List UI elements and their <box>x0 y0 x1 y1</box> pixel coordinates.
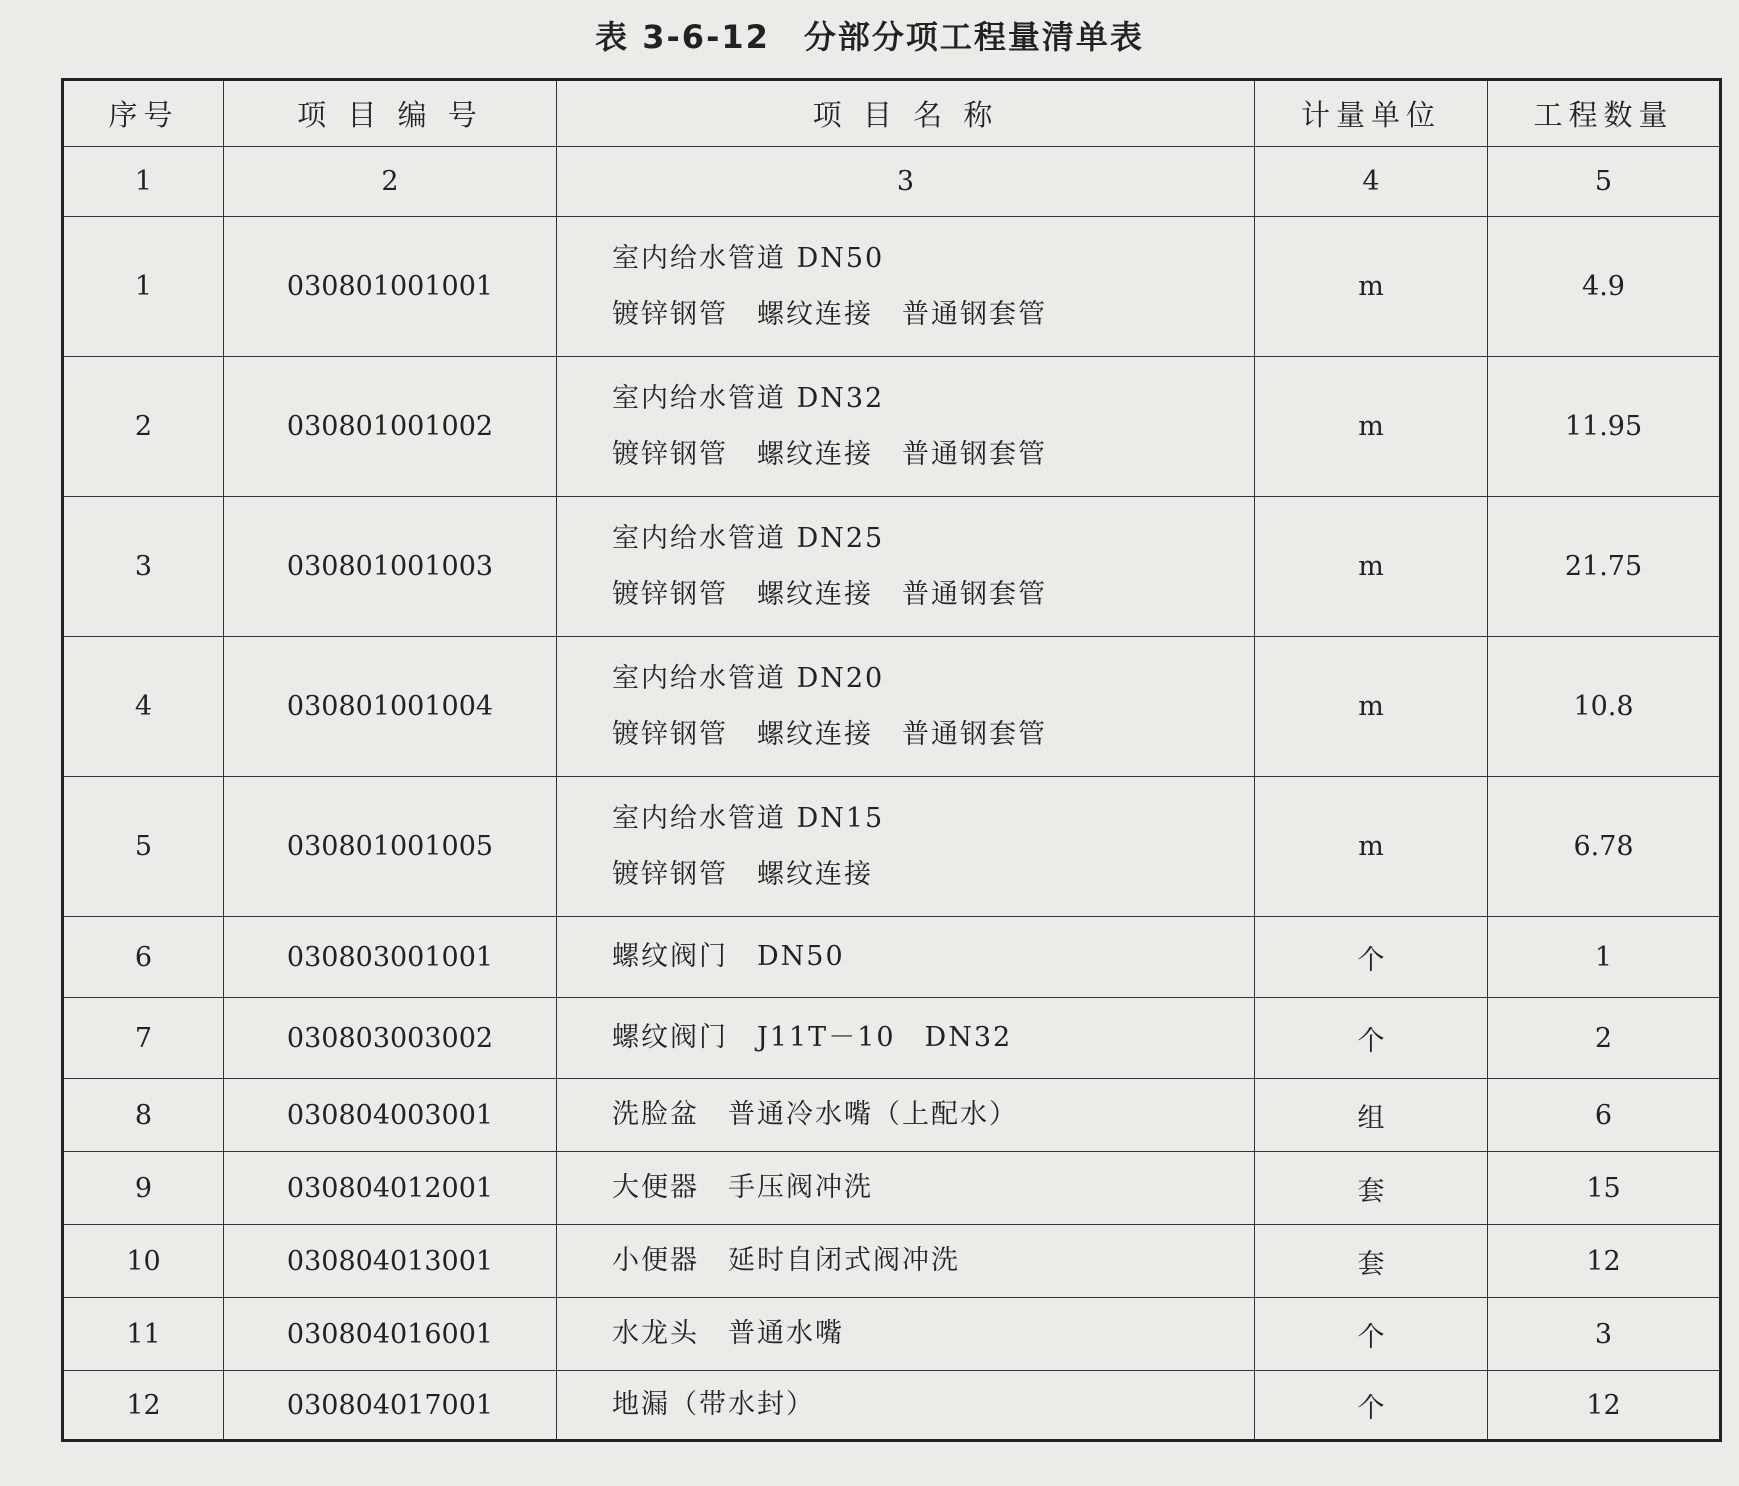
quantity: 10.8 <box>1488 637 1721 777</box>
item-name-line-1: 水龙头 普通水嘴 <box>612 1318 844 1349</box>
item-code: 030804017001 <box>224 1371 557 1441</box>
quantity: 6.78 <box>1488 777 1721 917</box>
bill-of-quantities-table <box>61 78 1722 1442</box>
unit: m <box>1255 497 1488 637</box>
unit: 个 <box>1255 998 1488 1079</box>
item-name <box>557 217 1255 357</box>
header-row <box>63 80 1721 147</box>
row-number: 2 <box>63 357 224 497</box>
table-row <box>63 1371 1721 1441</box>
index-cell: 3 <box>557 147 1255 217</box>
item-name-line-1: 螺纹阀门 J11T－10 DN32 <box>612 1022 1013 1053</box>
table-row <box>63 217 1721 357</box>
table-row <box>63 777 1721 917</box>
unit: m <box>1255 637 1488 777</box>
quantity: 12 <box>1488 1371 1721 1441</box>
unit: 组 <box>1255 1079 1488 1152</box>
item-name-line-2: 镀锌钢管 螺纹连接 普通钢套管 <box>612 578 1047 610</box>
item-name <box>557 1225 1255 1298</box>
item-name-line-1: 螺纹阀门 DN50 <box>612 941 845 972</box>
item-name-line-1: 小便器 延时自闭式阀冲洗 <box>612 1245 960 1276</box>
table-row <box>63 1152 1721 1225</box>
table-row <box>63 637 1721 777</box>
item-name-line-1: 室内给水管道 DN25 <box>612 522 885 554</box>
item-name <box>557 637 1255 777</box>
quantity: 21.75 <box>1488 497 1721 637</box>
row-number: 4 <box>63 637 224 777</box>
row-number: 9 <box>63 1152 224 1225</box>
row-number: 8 <box>63 1079 224 1152</box>
table-row <box>63 1225 1721 1298</box>
item-code: 030801001003 <box>224 497 557 637</box>
item-code: 030801001005 <box>224 777 557 917</box>
table-row <box>63 917 1721 998</box>
quantity: 2 <box>1488 998 1721 1079</box>
item-name-line-1: 室内给水管道 DN20 <box>612 662 885 694</box>
item-code: 030803001001 <box>224 917 557 998</box>
quantity: 6 <box>1488 1079 1721 1152</box>
item-code: 030804013001 <box>224 1225 557 1298</box>
table-row <box>63 497 1721 637</box>
item-name <box>557 998 1255 1079</box>
item-code: 030801001004 <box>224 637 557 777</box>
table-row <box>63 357 1721 497</box>
header-qty: 工程数量 <box>1488 80 1721 147</box>
quantity: 11.95 <box>1488 357 1721 497</box>
item-name <box>557 497 1255 637</box>
header-no: 序号 <box>63 80 224 147</box>
row-number: 3 <box>63 497 224 637</box>
quantity: 15 <box>1488 1152 1721 1225</box>
index-cell: 5 <box>1488 147 1721 217</box>
item-code: 030801001002 <box>224 357 557 497</box>
item-name-line-2: 镀锌钢管 螺纹连接 <box>612 858 873 890</box>
unit: 套 <box>1255 1152 1488 1225</box>
row-number: 12 <box>63 1371 224 1441</box>
item-code: 030801001001 <box>224 217 557 357</box>
unit: m <box>1255 777 1488 917</box>
table-title: 表 3-6-12 分部分项工程量清单表 <box>595 18 1144 56</box>
row-number: 10 <box>63 1225 224 1298</box>
item-code: 030804012001 <box>224 1152 557 1225</box>
quantity: 3 <box>1488 1298 1721 1371</box>
quantity: 12 <box>1488 1225 1721 1298</box>
item-name <box>557 1152 1255 1225</box>
table-row <box>63 1298 1721 1371</box>
index-cell: 4 <box>1255 147 1488 217</box>
item-name <box>557 777 1255 917</box>
row-number: 7 <box>63 998 224 1079</box>
index-cell: 1 <box>63 147 224 217</box>
item-name <box>557 1298 1255 1371</box>
item-name <box>557 1371 1255 1441</box>
item-code: 030804016001 <box>224 1298 557 1371</box>
unit: m <box>1255 217 1488 357</box>
item-name-line-1: 室内给水管道 DN50 <box>612 242 885 274</box>
item-code: 030803003002 <box>224 998 557 1079</box>
item-name-line-1: 室内给水管道 DN32 <box>612 382 885 414</box>
item-name-line-2: 镀锌钢管 螺纹连接 普通钢套管 <box>612 718 1047 750</box>
row-number: 1 <box>63 217 224 357</box>
item-name-line-1: 洗脸盆 普通冷水嘴（上配水） <box>612 1099 1018 1130</box>
item-name <box>557 917 1255 998</box>
column-index-row <box>63 147 1721 217</box>
unit: 个 <box>1255 1371 1488 1441</box>
unit: m <box>1255 357 1488 497</box>
item-name-line-1: 室内给水管道 DN15 <box>612 802 885 834</box>
item-name-line-2: 镀锌钢管 螺纹连接 普通钢套管 <box>612 298 1047 330</box>
item-name-line-1: 大便器 手压阀冲洗 <box>612 1172 873 1203</box>
unit: 个 <box>1255 917 1488 998</box>
header-unit: 计量单位 <box>1255 80 1488 147</box>
row-number: 6 <box>63 917 224 998</box>
quantity: 1 <box>1488 917 1721 998</box>
item-code: 030804003001 <box>224 1079 557 1152</box>
table-row <box>63 1079 1721 1152</box>
quantity: 4.9 <box>1488 217 1721 357</box>
item-name <box>557 1079 1255 1152</box>
index-cell: 2 <box>224 147 557 217</box>
item-name-line-2: 镀锌钢管 螺纹连接 普通钢套管 <box>612 438 1047 470</box>
header-name: 项 目 名 称 <box>557 80 1255 147</box>
table-row <box>63 998 1721 1079</box>
unit: 个 <box>1255 1298 1488 1371</box>
row-number: 5 <box>63 777 224 917</box>
unit: 套 <box>1255 1225 1488 1298</box>
item-name-line-1: 地漏（带水封） <box>612 1389 815 1420</box>
item-name <box>557 357 1255 497</box>
row-number: 11 <box>63 1298 224 1371</box>
header-code: 项 目 编 号 <box>224 80 557 147</box>
